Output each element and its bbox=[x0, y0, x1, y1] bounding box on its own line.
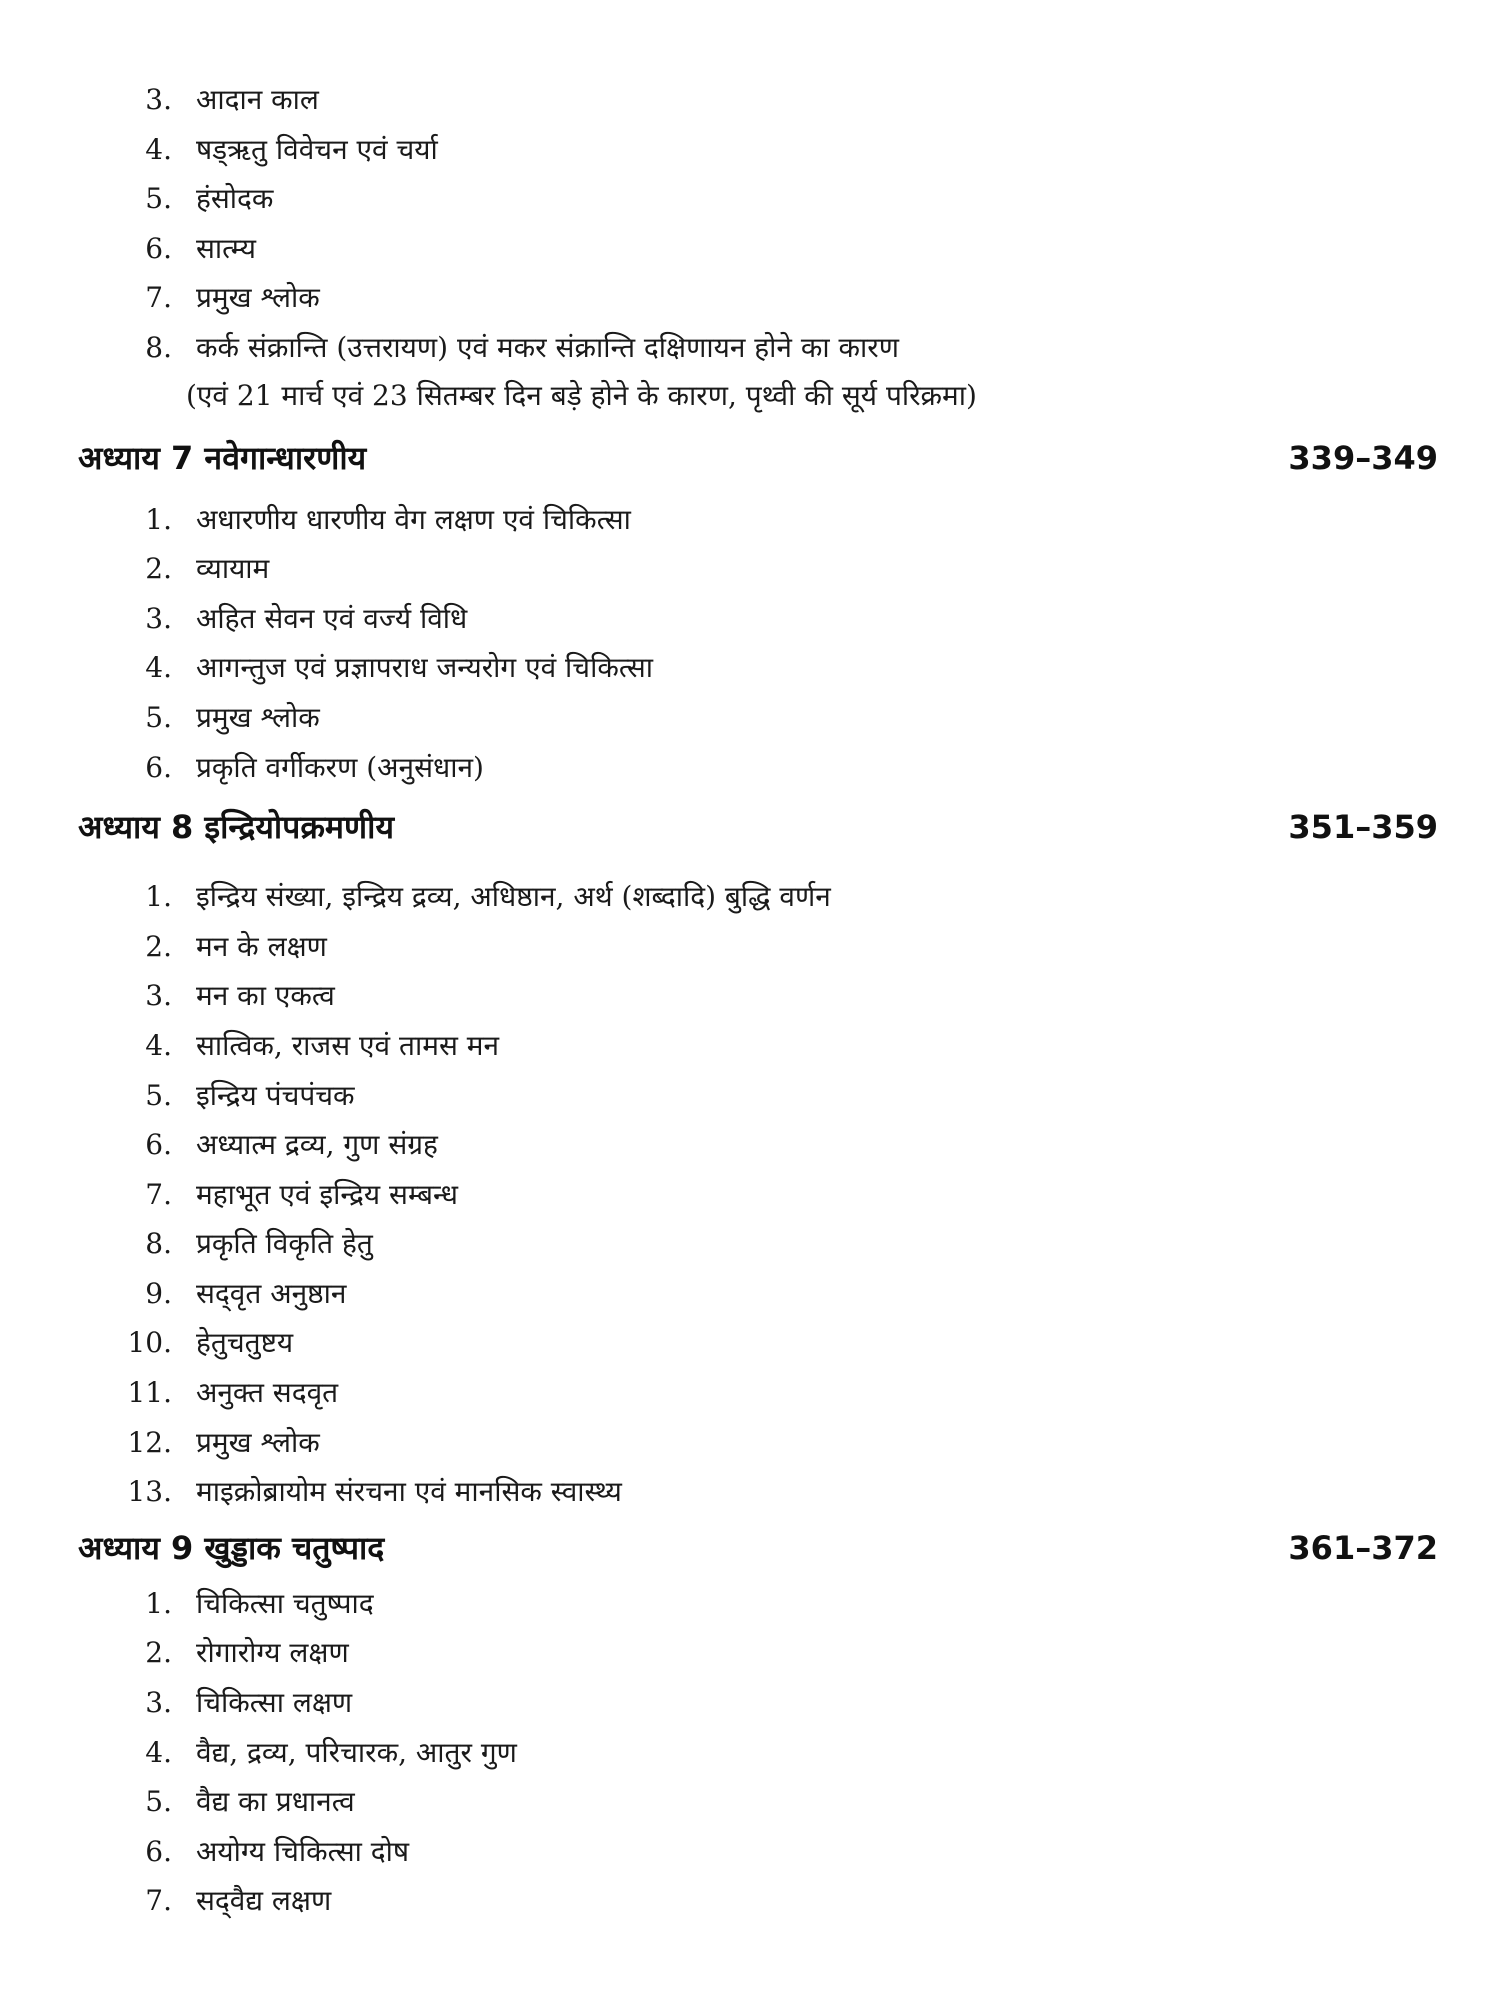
item-number: 6. bbox=[145, 1834, 172, 1868]
item-number: 6. bbox=[145, 750, 172, 784]
item-text: चिकित्सा चतुष्पाद bbox=[196, 1586, 374, 1620]
item-text: प्रकृति विकृति हेतु bbox=[196, 1227, 373, 1261]
list-item bbox=[0, 1729, 1500, 1779]
chapter-title: अध्याय 9 खुड्डाक चतुष्पाद bbox=[78, 1528, 385, 1567]
item-text: सात्विक, राजस एवं तामस मन bbox=[196, 1028, 500, 1062]
list-item bbox=[0, 1220, 1500, 1270]
item-text: आदान काल bbox=[196, 83, 319, 116]
item-number: 2. bbox=[145, 1636, 172, 1670]
item-number: 4. bbox=[145, 651, 172, 685]
list-item bbox=[0, 923, 1500, 973]
chapter-item-list bbox=[0, 1580, 1500, 1927]
item-number: 2. bbox=[145, 929, 172, 963]
chapter-page-range: 361–372 bbox=[1288, 1528, 1438, 1567]
item-text: प्रमुख श्लोक bbox=[196, 281, 320, 315]
list-item bbox=[0, 1270, 1500, 1320]
item-text: प्रमुख श्लोक bbox=[196, 1425, 320, 1459]
item-number: 5. bbox=[145, 1785, 172, 1819]
item-text: वैद्य, द्रव्य, परिचारक, आतुर गुण bbox=[196, 1735, 517, 1769]
chapter-heading bbox=[78, 797, 1438, 873]
item-text: अनुक्त सदवृत bbox=[196, 1376, 339, 1410]
item-text: सद्‌वृत अनुष्ठान bbox=[196, 1276, 347, 1310]
list-item bbox=[0, 1828, 1500, 1878]
item-number: 4. bbox=[145, 1735, 172, 1769]
item-number: 1. bbox=[145, 1586, 172, 1620]
item-text: मन का एकत्व bbox=[196, 979, 335, 1013]
item-text: आगन्तुज एवं प्रज्ञापराध जन्यरोग एवं चिकित्सा bbox=[196, 651, 654, 685]
list-item bbox=[0, 744, 1500, 794]
list-item bbox=[0, 175, 1500, 225]
item-number: 2. bbox=[145, 552, 172, 586]
item-text: रोगारोग्य लक्षण bbox=[196, 1636, 349, 1670]
chapter-9-section bbox=[0, 1518, 1500, 1927]
item-text: माइक्रोब्रायोम संरचना एवं मानसिक स्वास्थ्य bbox=[196, 1475, 622, 1509]
continuation-text: (एवं 21 मार्च एवं 23 सितम्बर दिन बड़े होने के कारण, पृथ्वी की सूर्य परिक्रमा) bbox=[186, 378, 977, 412]
item-number: 3. bbox=[145, 979, 172, 1013]
item-number: 7. bbox=[145, 1177, 172, 1211]
list-item bbox=[0, 545, 1500, 595]
item-number: 3. bbox=[145, 1686, 172, 1720]
list-item bbox=[0, 1468, 1500, 1518]
list-item bbox=[0, 694, 1500, 744]
list-item bbox=[0, 873, 1500, 923]
item-text: प्रकृति वर्गीकरण (अनुसंधान) bbox=[196, 750, 484, 784]
item-text: इन्द्रिय पंचपंचक bbox=[196, 1078, 355, 1112]
list-item bbox=[0, 644, 1500, 694]
item-number: 3. bbox=[145, 83, 172, 116]
item-text: व्यायाम bbox=[196, 552, 270, 586]
list-item bbox=[0, 1121, 1500, 1171]
item-text: षड्ऋतु विवेचन एवं चर्या bbox=[196, 132, 438, 166]
item-text: हेतुचतुष्टय bbox=[196, 1326, 294, 1360]
list-item bbox=[0, 1629, 1500, 1679]
item-number: 5. bbox=[145, 700, 172, 734]
item-number: 6. bbox=[145, 231, 172, 265]
chapter-item-list bbox=[0, 496, 1500, 794]
list-item bbox=[0, 324, 1500, 374]
item-text: चिकित्सा लक्षण bbox=[196, 1686, 353, 1720]
item-text: सात्म्य bbox=[196, 231, 256, 265]
list-item bbox=[0, 1419, 1500, 1469]
list-item bbox=[0, 1072, 1500, 1122]
item-number: 12. bbox=[127, 1425, 172, 1459]
chapter-heading bbox=[78, 428, 1438, 496]
chapter-page-range: 339–349 bbox=[1288, 438, 1438, 477]
item-continuation bbox=[0, 374, 1500, 428]
item-text: महाभूत एवं इन्द्रिय सम्बन्ध bbox=[196, 1177, 459, 1211]
item-text: सद्‌वैद्य लक्षण bbox=[196, 1884, 332, 1918]
item-number: 9. bbox=[145, 1276, 172, 1310]
item-text: कर्क संक्रान्ति (उत्तरायण) एवं मकर संक्रान्ति दक्षिणायन होने का कारण bbox=[196, 330, 899, 364]
item-number: 11. bbox=[127, 1376, 172, 1410]
item-text: अयोग्य चिकित्सा दोष bbox=[196, 1834, 410, 1868]
chapter-8-section bbox=[0, 797, 1500, 1518]
list-item bbox=[0, 274, 1500, 324]
item-text: मन के लक्षण bbox=[196, 929, 327, 963]
chapter-title: अध्याय 7 नवेगान्धारणीय bbox=[78, 438, 367, 477]
list-item bbox=[0, 1778, 1500, 1828]
list-item bbox=[0, 1580, 1500, 1630]
item-number: 4. bbox=[145, 1028, 172, 1062]
list-item bbox=[0, 1171, 1500, 1221]
list-item bbox=[0, 496, 1500, 546]
list-item bbox=[0, 595, 1500, 645]
item-number: 8. bbox=[145, 1227, 172, 1261]
item-number: 13. bbox=[127, 1475, 172, 1509]
item-number: 7. bbox=[145, 1884, 172, 1918]
item-number: 7. bbox=[145, 281, 172, 315]
item-number: 1. bbox=[145, 502, 172, 536]
item-text: इन्द्रिय संख्या, इन्द्रिय द्रव्य, अधिष्ठान, अर्थ (शब्दादि) बुद्धि वर्णन bbox=[196, 880, 831, 914]
item-text: अहित सेवन एवं वर्ज्य विधि bbox=[196, 601, 468, 635]
list-item bbox=[0, 1679, 1500, 1729]
item-number: 10. bbox=[127, 1326, 172, 1360]
chapter-title: अध्याय 8 इन्द्रियोपक्रमणीय bbox=[78, 808, 395, 847]
item-number: 1. bbox=[145, 880, 172, 914]
list-item bbox=[0, 76, 1500, 126]
list-item bbox=[0, 1877, 1500, 1927]
chapter-7-section bbox=[0, 428, 1500, 794]
item-text: हंसोदक bbox=[196, 182, 274, 216]
item-number: 3. bbox=[145, 601, 172, 635]
intro-section bbox=[0, 0, 1500, 428]
intro-item-list bbox=[0, 76, 1500, 374]
item-number: 6. bbox=[145, 1128, 172, 1162]
item-number: 4. bbox=[145, 132, 172, 166]
list-item bbox=[0, 972, 1500, 1022]
item-number: 5. bbox=[145, 182, 172, 216]
list-item bbox=[0, 1319, 1500, 1369]
list-item bbox=[0, 1022, 1500, 1072]
item-text: प्रमुख श्लोक bbox=[196, 700, 320, 734]
list-item bbox=[0, 126, 1500, 176]
item-number: 5. bbox=[145, 1078, 172, 1112]
chapter-heading bbox=[78, 1518, 1438, 1580]
item-text: वैद्य का प्रधानत्व bbox=[196, 1785, 355, 1819]
item-text: अधारणीय धारणीय वेग लक्षण एवं चिकित्सा bbox=[196, 502, 631, 536]
list-item bbox=[0, 225, 1500, 275]
item-text: अध्यात्म द्रव्य, गुण संग्रह bbox=[196, 1128, 438, 1162]
chapter-page-range: 351–359 bbox=[1288, 808, 1438, 847]
chapter-item-list bbox=[0, 873, 1500, 1518]
item-number: 8. bbox=[145, 330, 172, 364]
list-item bbox=[0, 1369, 1500, 1419]
